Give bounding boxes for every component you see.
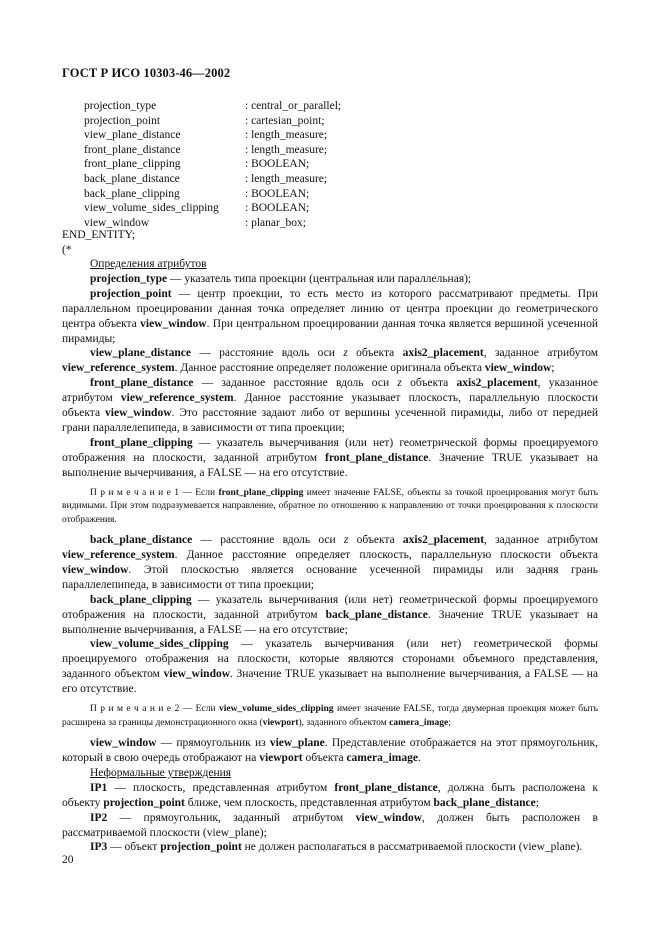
comment-open: (* xyxy=(62,244,72,256)
section-heading-informal: Неформальные утверждения xyxy=(90,766,232,779)
paragraph-projection-type: projection_type — указатель типа проекции (центральная или параллельная); xyxy=(90,272,472,285)
attribute-type: : BOOLEAN; xyxy=(245,187,310,200)
page-number: 20 xyxy=(62,854,74,866)
attribute-type: : planar_box; xyxy=(245,216,306,229)
attribute-type: : length_measure; xyxy=(245,129,328,142)
end-entity: END_ENTITY; xyxy=(62,229,136,241)
attribute-row xyxy=(84,187,341,202)
page-header: ГОСТ Р ИСО 10303-46—2002 xyxy=(62,66,231,80)
note-2: П р и м е ч а н и е 2 — Если view_volume_sides_clipping имеет значение FALSE, тогда двумерная проекция может быть расширена за границы демонстрационного окна (viewport), заданного объектом camera_image; xyxy=(62,704,598,728)
document-body xyxy=(62,257,598,855)
note-1: П р и м е ч а н и е 1 — Если front_plane_clipping имеет значение FALSE, объекты за точкой проецирования могут быть видимыми. При этом подразумевается направление, обратное по отношению к направлению от точки проецирования к плоскости отображения. xyxy=(62,487,598,525)
attribute-row xyxy=(84,157,341,172)
attribute-row xyxy=(84,128,341,143)
attribute-name: view_window xyxy=(84,216,150,229)
attribute-type: : length_measure; xyxy=(245,172,328,185)
paragraph-view-window: view_window — прямоугольник из view_plane. Представление отображается на этот прямоугольник, который в свою очередь отображают на viewport объекта camera_image. xyxy=(62,737,598,764)
attribute-name: front_plane_clipping xyxy=(84,158,181,171)
attribute-name: view_plane_distance xyxy=(84,129,181,142)
attribute-list xyxy=(84,99,341,230)
attribute-row xyxy=(84,201,341,216)
attribute-name: projection_type xyxy=(84,100,157,112)
paragraph-back-plane-clipping: back_plane_clipping — указатель вычерчивания (или нет) геометрической формы проецируемого отображения на плоскости, заданной атрибутом back_plane_distance. Значение TRUE указывает на выполнение вычерчивания, а FALSE — на его отсутствие; xyxy=(62,593,598,636)
informal-proposition-ip3: IP3 — объект projection_point не должен располагаться в рассматриваемой плоскости (view_plane). xyxy=(90,841,583,854)
attribute-name: back_plane_clipping xyxy=(84,187,180,200)
paragraph-view-volume-sides-clipping: view_volume_sides_clipping — указатель вычерчивания (или нет) геометрической формы проецируемого отображения на плоскости, которые являются сторонами объемного представления, заданного объектом view_window. Значение TRUE указывает на выполнение вычерчивания, а FALSE — на его отсутствие. xyxy=(62,638,599,696)
attribute-name: view_volume_sides_clipping xyxy=(84,202,219,215)
attribute-type: : cartesian_point; xyxy=(245,114,325,127)
informal-proposition-ip1: IP1 — плоскость, представленная атрибутом front_plane_distance, должна быть расположена к объекту projection_point ближе, чем плоскость, представленная атрибутом back_plane_distance; xyxy=(62,781,599,809)
attribute-type: : central_or_parallel; xyxy=(245,100,342,112)
attribute-name: back_plane_distance xyxy=(84,172,180,185)
attribute-row xyxy=(84,172,341,187)
attribute-row xyxy=(84,99,341,114)
attribute-type: : BOOLEAN; xyxy=(245,158,310,171)
paragraph-view-plane-distance: view_plane_distance — расстояние вдоль оси z объекта axis2_placement, заданное атрибутом view_reference_system. Данное расстояние определяет положение оригинала объекта view_window; xyxy=(62,347,598,375)
attribute-type: : length_measure; xyxy=(245,143,328,156)
section-heading-attr-defs: Определения атрибутов xyxy=(90,258,207,270)
paragraph-projection-point: projection_point — центр проекции, то есть место из которого рассматривают предметы. При параллельном проецировании данная точка определяет линию от центра проекции до геометрического центра объекта view_window. При центральном проецировании данная точка является вершиной усеченной пирамиды; xyxy=(62,287,598,345)
attribute-name: front_plane_distance xyxy=(84,143,181,156)
attribute-type: : BOOLEAN; xyxy=(245,202,310,215)
paragraph-back-plane-distance: back_plane_distance — расстояние вдоль оси z объекта axis2_placement, заданное атрибутом view_reference_system. Данное расстояние определяет плоскость, параллельную плоскости объекта view_window. Этой плоскостью является основание усеченной пирамиды или задняя грань параллелепипеда, в зависимости от типа проекции; xyxy=(62,534,598,591)
paragraph-front-plane-distance: front_plane_distance — заданное расстояние вдоль оси z объекта axis2_placement, указанное атрибутом view_reference_system. Данное расстояние указывает плоскость, параллельную плоскости объекта view_window. Это расстояние задают либо от вершины усеченной пирамиды, либо от передней грани параллелепипеда, в зависимости от типа проекции; xyxy=(62,377,599,434)
attribute-row xyxy=(84,114,341,129)
attribute-row xyxy=(84,143,341,158)
paragraph-front-plane-clipping: front_plane_clipping — указатель вычерчивания (или нет) геометрической формы проецируемого отображения на плоскости, заданной атрибутом front_plane_distance. Значение TRUE указывает на выполнение вычерчивания, а FALSE — на его отсутствие. xyxy=(62,436,598,479)
attribute-name: projection_point xyxy=(84,114,161,127)
informal-proposition-ip2: IP2 — прямоугольник, заданный атрибутом view_window, должен быть расположен в рассматриваемой плоскости (view_plane); xyxy=(62,811,598,839)
